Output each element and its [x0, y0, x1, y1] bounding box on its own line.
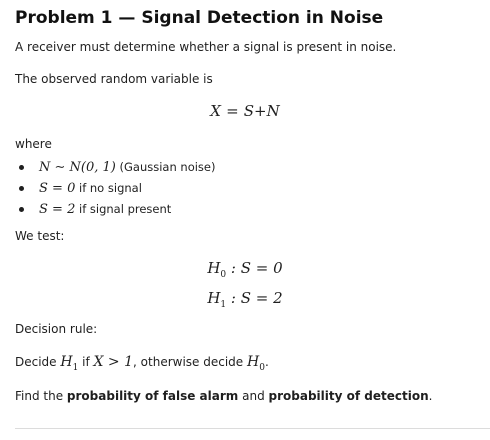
equation-s: S: [243, 102, 255, 120]
bullet-dot: [19, 186, 24, 191]
hypothesis-h0: [0, 258, 490, 280]
observed-paragraph: The observed random variable is: [15, 72, 213, 86]
bullet-text: if signal present: [75, 202, 172, 216]
hypothesis-rest: : S = 0: [226, 259, 283, 277]
find-instruction: Find the probability of false alarm and probability of detection.: [15, 389, 433, 403]
equation-plus: +: [254, 102, 267, 120]
bullet-math: N ∼ N(0, 1): [39, 160, 116, 175]
list-item: [15, 157, 216, 178]
intro-paragraph: A receiver must determine whether a signal is present in noise.: [15, 40, 397, 54]
bullet-dot: [19, 207, 24, 212]
bullet-math: S = 2: [39, 202, 76, 217]
we-test-label: We test:: [15, 229, 65, 243]
detection-term: probability of detection: [268, 389, 429, 403]
equation-lhs: X: [210, 102, 221, 120]
definitions-list: [15, 157, 216, 220]
hypothesis-h1: [0, 288, 490, 310]
hypothesis-rest: : S = 2: [226, 289, 283, 307]
bullet-text: if no signal: [75, 181, 142, 195]
equation-equals: =: [226, 102, 239, 120]
hypothesis-symbol: $H_1$: [207, 289, 227, 310]
false-alarm-term: probability of false alarm: [66, 389, 239, 403]
where-label: where: [15, 137, 52, 151]
bullet-dot: [19, 165, 24, 170]
bullet-text: (Gaussian noise): [115, 160, 216, 174]
bullet-math: S = 0: [39, 181, 76, 196]
decision-rule-text: Decide $H_1$ if X > 1, otherwise decide $H_0$.: [15, 354, 269, 373]
list-item: [15, 199, 216, 220]
main-equation: [0, 101, 490, 120]
hypothesis-symbol: $H_0$: [207, 259, 227, 280]
list-item: [15, 178, 216, 199]
page-title: Problem 1 — Signal Detection in Noise: [15, 8, 384, 28]
decision-rule-label: Decision rule:: [15, 322, 98, 336]
section-divider: [15, 428, 490, 429]
equation-n: N: [266, 102, 280, 120]
